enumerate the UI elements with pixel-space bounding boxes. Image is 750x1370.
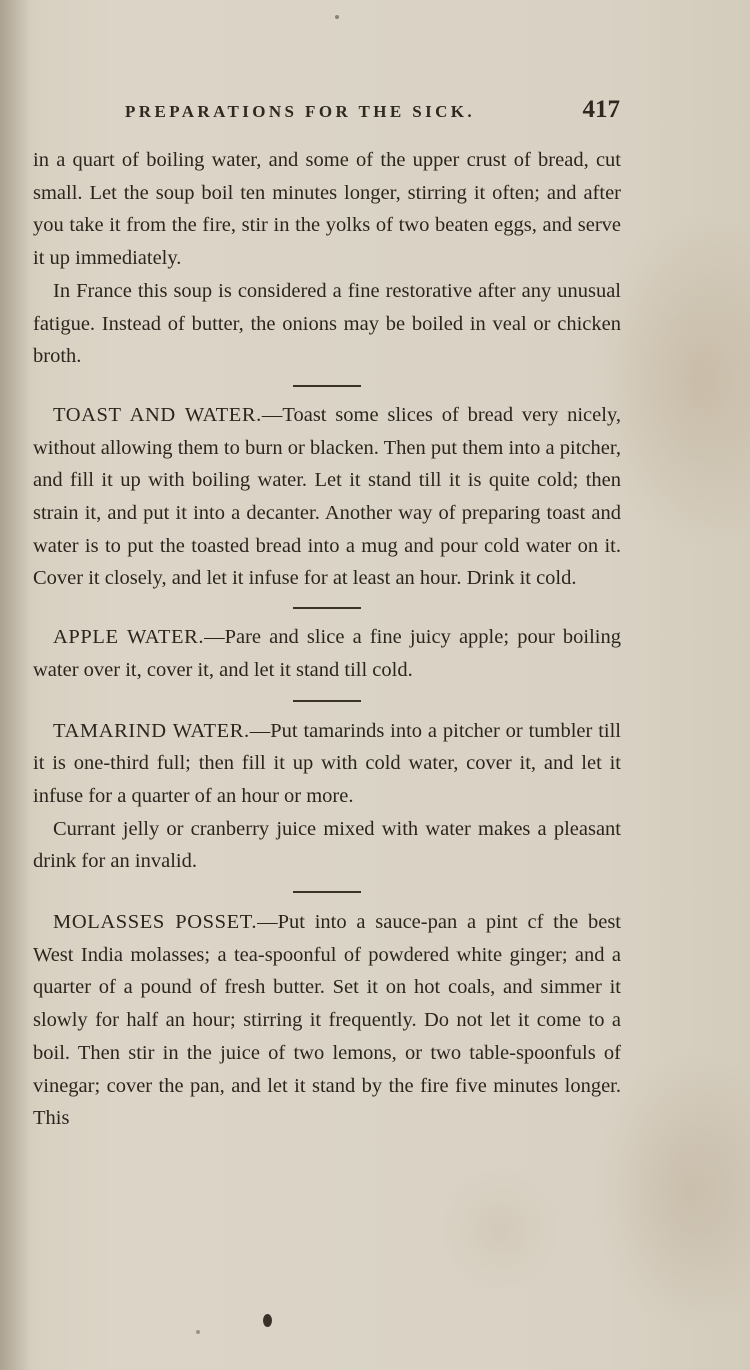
section-divider xyxy=(33,878,621,906)
recipe-tamarind-water xyxy=(33,715,621,813)
paragraph-soup-note: In France this soup is considered a fine restorative after any unusual fatigue. Instead of butter, the onions may be boiled in veal or chicken broth. xyxy=(33,279,621,368)
ink-speck xyxy=(196,1330,200,1334)
recipe-molasses-posset xyxy=(33,906,621,1135)
recipe-toast-and-water xyxy=(33,399,621,595)
recipe-title: TAMARIND WATER. xyxy=(53,719,250,742)
recipe-body: —Put tamarinds into a pitcher or tumbler till it is one-third full; then fill it up with cold water, cover it, and let it infuse for a quarter of an hour or more. xyxy=(33,719,621,807)
page-header xyxy=(125,96,620,132)
recipe-body: —Toast some slices of bread very nicely, without allowing them to burn or blacken. Then put them into a pitcher, and fill it up with boiling water. Let it stand till it is quite cold; then strain it, and put it into a decanter. Another way of preparing toast and water is to put the toasted bread into a mug and pour cold water on it. Cover it closely, and let it infuse for at least an hour. Drink it cold. xyxy=(33,403,621,590)
section-divider xyxy=(33,373,621,399)
recipe-title: MOLASSES POSSET. xyxy=(53,911,258,934)
running-head: PREPARATIONS FOR THE SICK. xyxy=(125,102,476,121)
body-text xyxy=(33,144,621,1135)
section-divider xyxy=(33,687,621,715)
spine-shadow xyxy=(0,0,30,1370)
paragraph-soup-continued: in a quart of boiling water, and some of the upper crust of bread, cut small. Let the soup boil ten minutes longer, stirring it often; and after you take it from the fire, stir in the yolks of two beaten eggs, and serve it up immediately. xyxy=(33,149,621,270)
page-number: 417 xyxy=(582,96,620,123)
paragraph-invalid-drink: Currant jelly or cranberry juice mixed with water makes a pleasant drink for an invalid. xyxy=(33,817,621,873)
section-divider xyxy=(33,595,621,621)
ink-spot xyxy=(263,1314,272,1327)
recipe-body: —Pare and slice a fine juicy apple; pour boiling water over it, cover it, and let it stand till cold. xyxy=(33,626,621,681)
recipe-title: APPLE WATER. xyxy=(53,626,205,649)
ink-speck xyxy=(335,15,339,19)
recipe-apple-water xyxy=(33,621,621,686)
recipe-title: TOAST AND WATER. xyxy=(53,403,262,426)
recipe-body: —Put into a sauce-pan a pint cf the best West India molasses; a tea-spoonful of powdered white ginger; and a quarter of a pound of fresh butter. Set it on hot coals, and simmer it slowly for half an hour; stirring it frequently. Do not let it come to a boil. Then stir in the juice of two lemons, or two table-spoonfuls of vinegar; cover the pan, and let it stand by the fire five minutes longer. This xyxy=(33,911,621,1130)
